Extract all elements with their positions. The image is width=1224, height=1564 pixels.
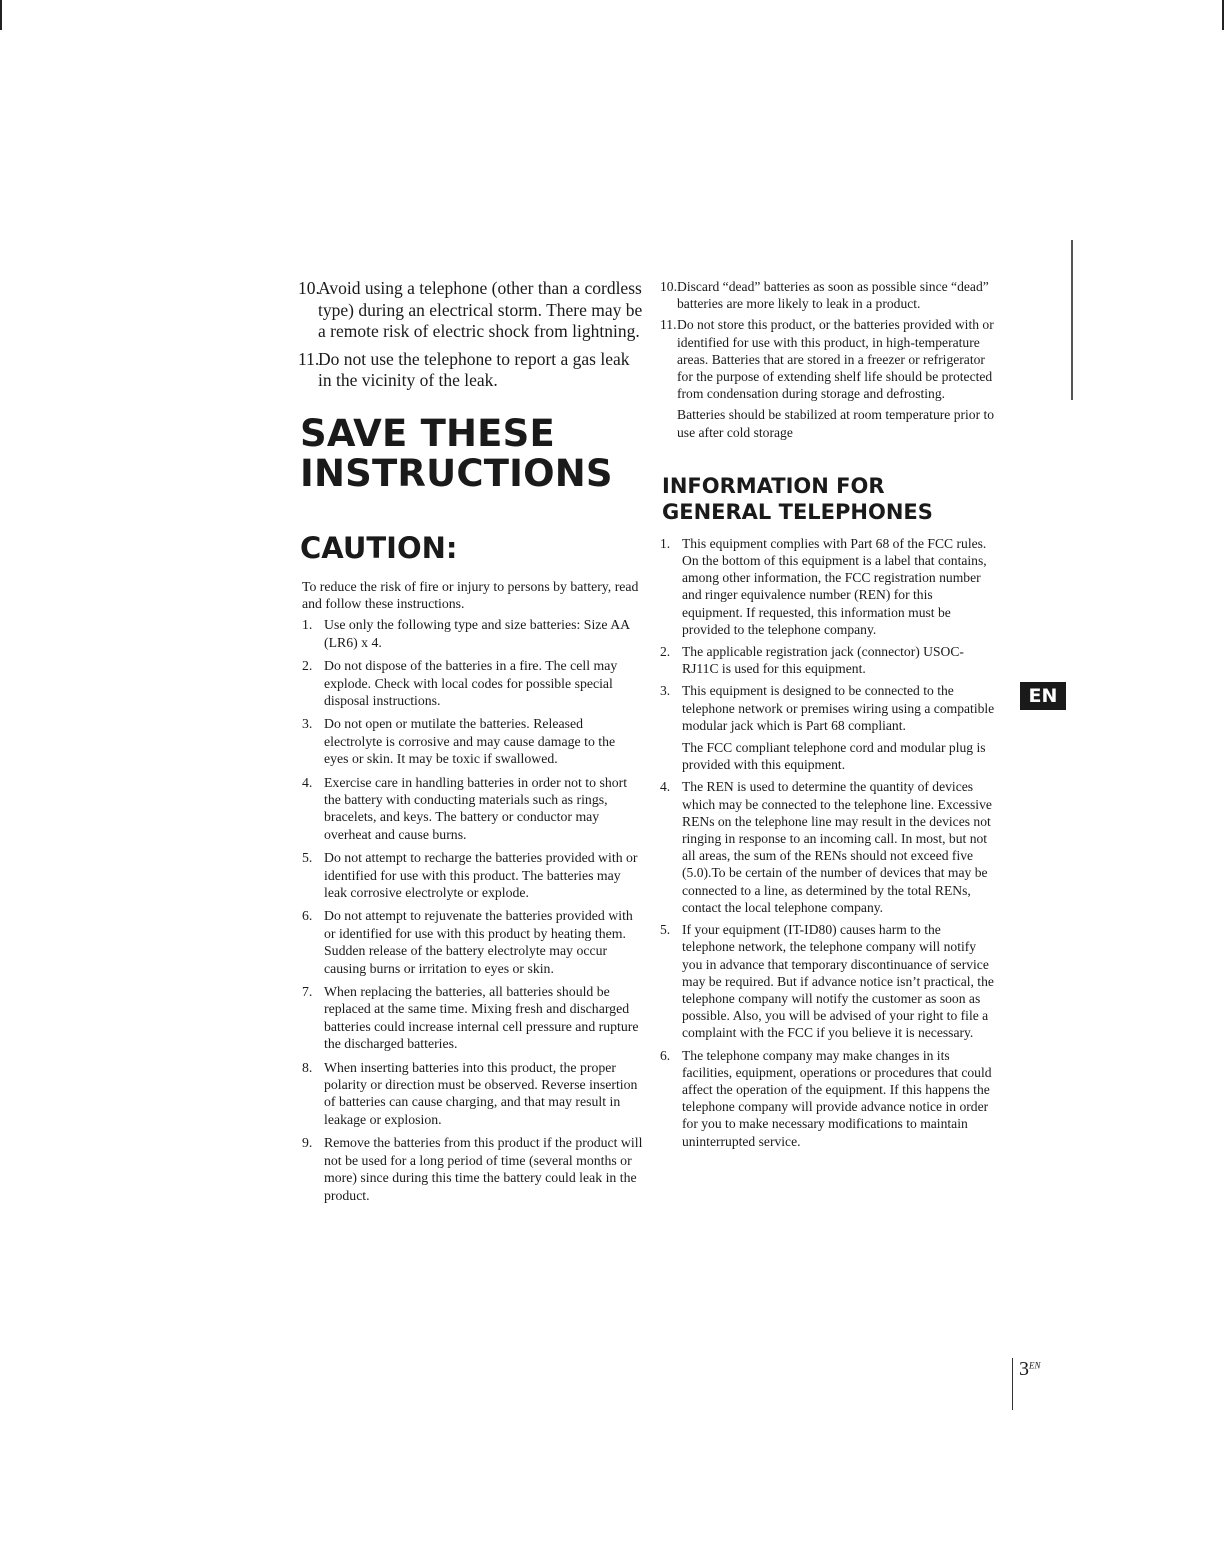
info-list (660, 535, 995, 1150)
list-item: 4. The REN is used to determine the quantity of devices which may be connected to the telephone line. Excessive RENs on the telephone line may result in the devices not ringing in response to an incoming call. In most, but not all areas, the sum of the RENs should not exceed five (5.0).To be certain of the number of devices that may be connected to a line, as determined by the total RENs, contact the local telephone company. (660, 779, 992, 915)
scan-edge-left (0, 0, 2, 30)
list-item: 1. Use only the following type and size batteries: Size AA (LR6) x 4. (302, 617, 630, 650)
page-number: $3^{EN}$ (1012, 1358, 1041, 1410)
list-item: 3. This equipment is designed to be connected to the telephone network or premises wiring using a compatible modular jack which is Part 68 compliant. The FCC compliant telephone cord and modular plug is provided with this equipment. (660, 683, 995, 773)
list-item: 5. Do not attempt to recharge the batteries provided with or identified for use with this product. The batteries may leak corrosive electrolyte or explode. (302, 850, 638, 900)
list-item: 9. Remove the batteries from this product if the product will not be used for a long period of time (several months or more) since during this time the battery could leak in the product. (302, 1135, 643, 1203)
list-item: 2. Do not dispose of the batteries in a fire. The cell may explode. Check with local codes for possible special disposal instructions. (302, 658, 618, 708)
safety-list-continued (298, 278, 643, 392)
list-item: 3. Do not open or mutilate the batteries. Released electrolyte is corrosive and may cause damage to the eyes or skin. It may be toxic if swallowed. (302, 716, 616, 767)
list-item: 8. When inserting batteries into this product, the proper polarity or direction must be observed. Reverse insertion of batteries can cause charging, and that may result in leakage or explosion. (302, 1059, 638, 1127)
save-instructions-heading: SAVE THESE INSTRUCTIONS (300, 411, 613, 495)
caution-list (298, 616, 643, 1204)
battery-list-continued (660, 278, 995, 402)
list-item: 11. Do not store this product, or the batteries provided with or identified for use with this product, in high-temperature areas. Batteries that are stored in a freezer or refrigerator for the purpose of extending shelf life should be protected from condensation during storage and defrosting. (660, 317, 994, 402)
list-item: 5. If your equipment (IT-ID80) causes harm to the telephone network, the telephone company will notify you in advance that temporary discontinuance of service may be required. But if advance notice isn’t practical, the telephone company will notify the customer as soon as possible. Also, you will be advised of your right to file a complaint with the FCC if you believe it is necessary. (660, 922, 994, 1041)
storage-note: Batteries should be stabilized at room temperature prior to use after cold storage (677, 407, 995, 440)
margin-rule (1071, 240, 1073, 400)
list-item: 10. Avoid using a telephone (other than a cordless type) during an electrical storm. There may be a remote risk of electric shock from lightning. (298, 278, 643, 341)
caution-heading: CAUTION: (300, 530, 458, 565)
list-item: 2. The applicable registration jack (connector) USOC-RJ11C is used for this equipment. (660, 644, 964, 677)
list-item: 7. When replacing the batteries, all batteries should be replaced at the same time. Mixing fresh and discharged batteries could increase internal cell pressure and rupture the discharged batteries. (302, 984, 639, 1052)
list-item: 11. Do not use the telephone to report a gas leak in the vicinity of the leak. (298, 348, 630, 390)
right-column (660, 278, 995, 1155)
list-item: 1. This equipment complies with Part 68 of the FCC rules. On the bottom of this equipment is a label that contains, among other information, the FCC registration number and ringer equivalence number (REN) for this equipment. If requested, this information must be provided to the telephone company. (660, 535, 987, 637)
left-column (298, 278, 643, 1210)
list-item: 10. Discard “dead” batteries as soon as possible since “dead” batteries are more likely to leak in a product. (660, 279, 989, 312)
list-item: 4. Exercise care in handling batteries in order not to short the battery with conducting materials such as rings, bracelets, and keys. The battery or conductor may overheat and cause burns. (302, 774, 628, 842)
caution-intro: To reduce the risk of fire or injury to persons by battery, read and follow these instructions. (302, 578, 639, 611)
list-item-note: The FCC compliant telephone cord and modular plug is provided with this equipment. (682, 740, 986, 773)
language-badge: EN (1020, 682, 1066, 710)
list-item: 6. Do not attempt to rejuvenate the batteries provided with or identified for use with this product by heating them. Sudden release of the battery electrolyte may occur causing burns or irritation to eyes or skin. (302, 908, 633, 976)
list-item: 6. The telephone company may make changes in its facilities, equipment, operations or procedures that could affect the operation of the equipment. If this happens the telephone company will provide advance notice in order for you to make necessary modifications to maintain uninterrupted service. (660, 1047, 992, 1149)
info-heading: INFORMATION FOR GENERAL TELEPHONES (662, 473, 933, 524)
